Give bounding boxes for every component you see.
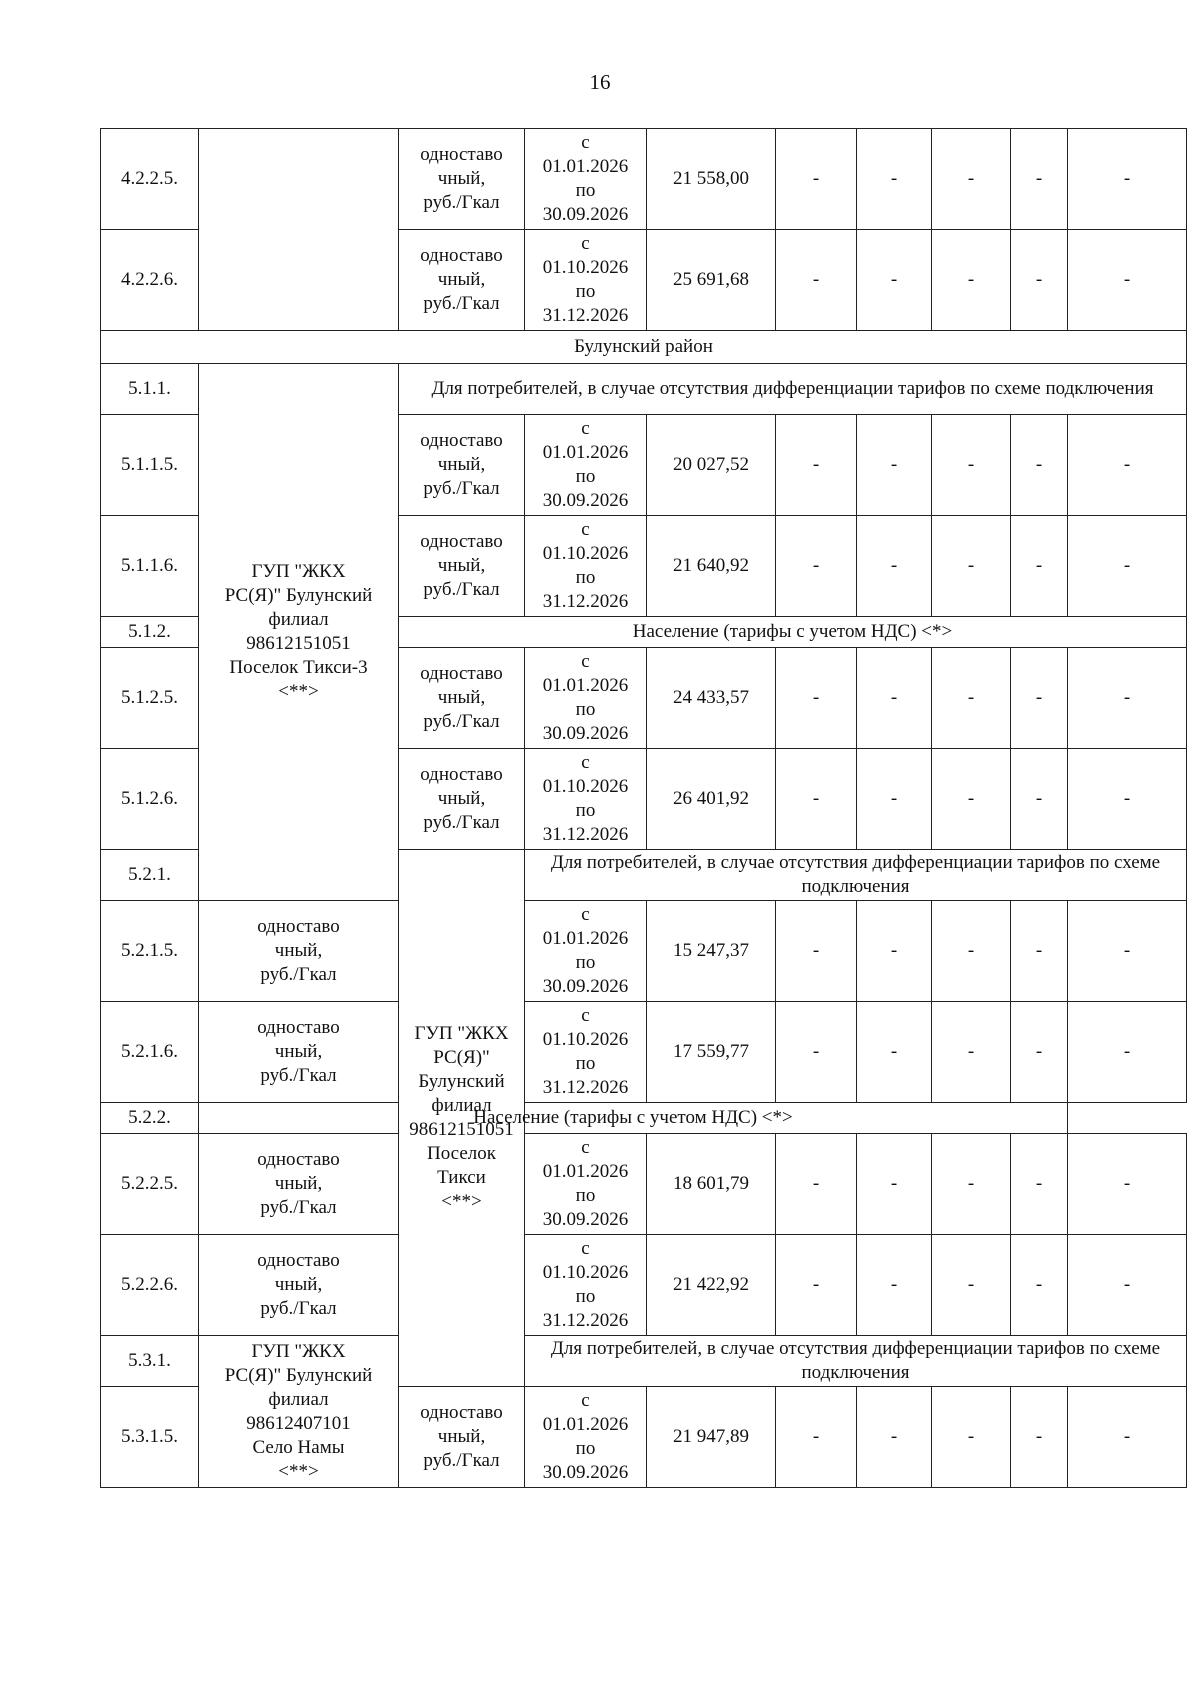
rate-type-cell: одноставо чный, руб./Гкал (399, 648, 525, 749)
period-cell: с 01.01.2026 по 30.09.2026 (525, 1134, 647, 1235)
empty-value: - (776, 648, 857, 749)
row-number: 4.2.2.5. (101, 129, 199, 230)
table-row (101, 1134, 1187, 1235)
period-cell: с 01.10.2026 по 31.12.2026 (525, 230, 647, 331)
empty-value: - (1011, 1002, 1068, 1103)
empty-value: - (932, 648, 1011, 749)
table-row (101, 129, 1187, 230)
consumers-header: Для потребителей, в случае отсутствия дифференциации тарифов по схеме подключения (399, 364, 1187, 415)
empty-value: - (857, 749, 932, 850)
empty-value: - (932, 129, 1011, 230)
tariff-value: 21 947,89 (647, 1387, 776, 1488)
empty-value: - (857, 129, 932, 230)
period-cell: с 01.01.2026 по 30.09.2026 (525, 129, 647, 230)
section-header-row (101, 1336, 1187, 1387)
table-row (101, 901, 1187, 1002)
empty-value: - (1068, 1134, 1187, 1235)
empty-value: - (1011, 516, 1068, 617)
empty-value: - (1011, 129, 1068, 230)
tariff-value: 26 401,92 (647, 749, 776, 850)
table-body (101, 129, 1187, 1488)
tariff-value: 24 433,57 (647, 648, 776, 749)
org-cell: ГУП "ЖКХ РС(Я)" Булунский филиал 98612407101 Село Намы <**> (199, 1336, 399, 1488)
row-number: 5.2.2. (101, 1103, 199, 1134)
tariff-value: 18 601,79 (647, 1134, 776, 1235)
row-number: 4.2.2.6. (101, 230, 199, 331)
empty-value: - (1011, 749, 1068, 850)
empty-value: - (776, 415, 857, 516)
empty-value: - (1068, 1387, 1187, 1488)
empty-value: - (776, 1387, 857, 1488)
empty-value: - (857, 1387, 932, 1488)
org-cell-empty (199, 129, 399, 331)
empty-value: - (932, 901, 1011, 1002)
row-number: 5.2.1.6. (101, 1002, 199, 1103)
rate-type-cell: одноставо чный, руб./Гкал (399, 1387, 525, 1488)
row-number: 5.1.1.6. (101, 516, 199, 617)
empty-value: - (1068, 749, 1187, 850)
empty-value: - (776, 1134, 857, 1235)
empty-value: - (932, 749, 1011, 850)
empty-value: - (932, 516, 1011, 617)
tariff-value: 25 691,68 (647, 230, 776, 331)
tariff-value: 17 559,77 (647, 1002, 776, 1103)
row-number: 5.2.2.6. (101, 1235, 199, 1336)
page-number: 16 (589, 70, 611, 94)
rate-type-cell: одноставо чный, руб./Гкал (399, 516, 525, 617)
empty-value: - (857, 1002, 932, 1103)
rate-type-cell: одноставо чный, руб./Гкал (199, 901, 399, 1002)
period-cell: с 01.10.2026 по 31.12.2026 (525, 749, 647, 850)
empty-value: - (776, 230, 857, 331)
empty-value: - (857, 230, 932, 331)
empty-value: - (857, 516, 932, 617)
row-number: 5.2.2.5. (101, 1134, 199, 1235)
row-number: 5.3.1.5. (101, 1387, 199, 1488)
empty-value: - (776, 1235, 857, 1336)
section-header-row (101, 364, 1187, 415)
empty-value: - (932, 230, 1011, 331)
rate-type-cell: одноставо чный, руб./Гкал (199, 1002, 399, 1103)
rate-type-cell: одноставо чный, руб./Гкал (199, 1235, 399, 1336)
empty-value: - (776, 749, 857, 850)
tariff-table (100, 128, 1187, 1488)
period-cell: с 01.10.2026 по 31.12.2026 (525, 1002, 647, 1103)
empty-value: - (1068, 230, 1187, 331)
empty-value: - (776, 516, 857, 617)
empty-value: - (1068, 1002, 1187, 1103)
empty-value: - (1011, 415, 1068, 516)
empty-value: - (1068, 1235, 1187, 1336)
empty-value: - (857, 1134, 932, 1235)
rate-type-cell: одноставо чный, руб./Гкал (199, 1134, 399, 1235)
row-number: 5.1.1.5. (101, 415, 199, 516)
empty-value: - (1011, 1235, 1068, 1336)
org-cell: ГУП "ЖКХ РС(Я)" Булунский филиал 98612151051 Поселок Тикси <**> (399, 850, 525, 1387)
empty-value: - (1068, 901, 1187, 1002)
period-cell: с 01.01.2026 по 30.09.2026 (525, 901, 647, 1002)
population-header: Население (тарифы с учетом НДС) <*> (199, 1103, 1068, 1134)
empty-value: - (1068, 129, 1187, 230)
period-cell: с 01.10.2026 по 31.12.2026 (525, 516, 647, 617)
tariff-value: 21 640,92 (647, 516, 776, 617)
empty-value: - (776, 901, 857, 1002)
row-number: 5.2.1.5. (101, 901, 199, 1002)
population-header-row (101, 1103, 1187, 1134)
row-number: 5.1.2.6. (101, 749, 199, 850)
tariff-value: 20 027,52 (647, 415, 776, 516)
empty-value: - (776, 129, 857, 230)
consumers-header: Для потребителей, в случае отсутствия дифференциации тарифов по схеме подключения (525, 1336, 1187, 1387)
table-row (101, 1235, 1187, 1336)
row-number: 5.2.1. (101, 850, 199, 901)
rate-type-cell: одноставо чный, руб./Гкал (399, 230, 525, 331)
empty-value: - (932, 1387, 1011, 1488)
period-cell: с 01.01.2026 по 30.09.2026 (525, 415, 647, 516)
empty-value: - (857, 1235, 932, 1336)
empty-value: - (1011, 230, 1068, 331)
row-number: 5.1.2. (101, 617, 199, 648)
empty-value: - (857, 648, 932, 749)
consumers-header: Для потребителей, в случае отсутствия дифференциации тарифов по схеме подключения (525, 850, 1187, 901)
rate-type-cell: одноставо чный, руб./Гкал (399, 129, 525, 230)
period-cell: с 01.10.2026 по 31.12.2026 (525, 1235, 647, 1336)
period-cell: с 01.01.2026 по 30.09.2026 (525, 1387, 647, 1488)
empty-value: - (1068, 415, 1187, 516)
rate-type-cell: одноставо чный, руб./Гкал (399, 415, 525, 516)
tariff-value: 15 247,37 (647, 901, 776, 1002)
empty-value: - (932, 1134, 1011, 1235)
region-row (101, 331, 1187, 364)
population-header: Население (тарифы с учетом НДС) <*> (399, 617, 1187, 648)
empty-value: - (857, 415, 932, 516)
empty-value: - (1068, 516, 1187, 617)
empty-value: - (1011, 1134, 1068, 1235)
empty-value: - (932, 1235, 1011, 1336)
region-title: Булунский район (101, 331, 1187, 364)
empty-value: - (857, 901, 932, 1002)
empty-value: - (1011, 648, 1068, 749)
tariff-value: 21 558,00 (647, 129, 776, 230)
rate-type-cell: одноставо чный, руб./Гкал (399, 749, 525, 850)
empty-value: - (932, 1002, 1011, 1103)
row-number: 5.3.1. (101, 1336, 199, 1387)
empty-value: - (776, 1002, 857, 1103)
period-cell: с 01.01.2026 по 30.09.2026 (525, 648, 647, 749)
empty-value: - (1068, 648, 1187, 749)
org-cell: ГУП "ЖКХ РС(Я)" Булунский филиал 98612151051 Поселок Тикси-3 <**> (199, 364, 399, 901)
empty-value: - (1011, 901, 1068, 1002)
row-number: 5.1.1. (101, 364, 199, 415)
tariff-value: 21 422,92 (647, 1235, 776, 1336)
row-number: 5.1.2.5. (101, 648, 199, 749)
table-row (101, 1002, 1187, 1103)
empty-value: - (1011, 1387, 1068, 1488)
empty-value: - (932, 415, 1011, 516)
